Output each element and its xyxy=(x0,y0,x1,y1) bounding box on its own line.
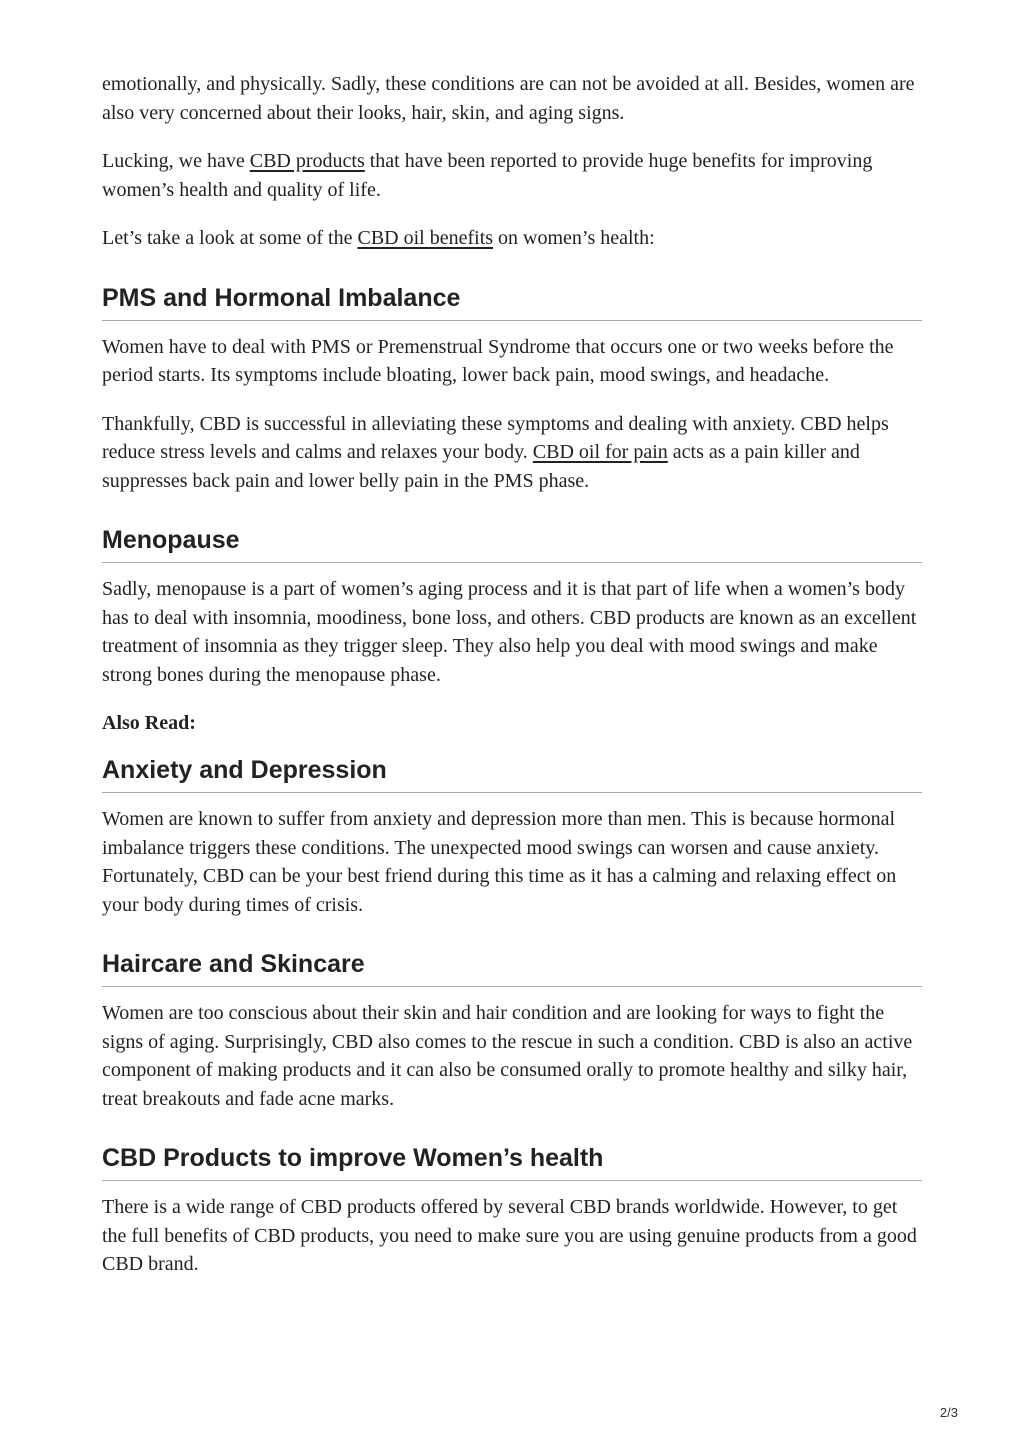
heading-menopause: Menopause xyxy=(102,525,922,563)
intro-paragraph-2-lead: Lucking, we have xyxy=(102,150,250,172)
anxiety-paragraph-2: Fortunately, CBD can be your best friend during this time as it has a calming and relaxing effect on your body during times of crisis. xyxy=(102,865,897,916)
products-paragraph-1: There is a wide range of CBD products offered by several CBD brands worldwide. However, to get the full benefits of CBD products, you need to make sure you are using genuine products from a good CBD brand. xyxy=(102,1196,917,1275)
page-number: 2/3 xyxy=(939,1405,958,1420)
intro-paragraph-2 xyxy=(102,147,922,204)
pms-paragraph-2-tail: acts as a pain killer and suppresses back pain and lower belly pain in the PMS phase. xyxy=(102,441,860,492)
menopause-paragraph-1: Sadly, menopause is a part of women’s aging process and it is that part of life when a women’s body has to deal with insomnia, moodiness, bone loss, and others. CBD products are known as an excellent treatment of insomnia as they trigger sleep. They also help you deal with mood swings and make strong bones during the menopause phase. xyxy=(102,578,917,686)
cbd-products-link[interactable]: CBD products xyxy=(249,150,365,172)
also-read-label: Also Read: xyxy=(102,712,196,734)
intro-paragraph-3-lead: Let’s take a look at some of the xyxy=(102,227,358,249)
pms-paragraph-2 xyxy=(102,410,922,496)
intro-paragraph-1: emotionally, and physically. Sadly, these conditions are can not be avoided at all. Besides, women are also very concerned about their looks, hair, skin, and aging signs. xyxy=(102,73,915,124)
heading-pms-hormonal-imbalance: PMS and Hormonal Imbalance xyxy=(102,283,922,321)
article-body xyxy=(102,70,922,1299)
haircare-paragraph-1: Women are too conscious about their skin and hair condition and are looking for ways to fight the signs of aging. Surprisingly, CBD also comes to the rescue in such a condition. CBD is also an active component of making products and it can also be consumed orally to promote healthy and silky hair, treat breakouts and fade acne marks. xyxy=(102,1002,913,1110)
intro-paragraph-3 xyxy=(102,224,922,253)
heading-haircare-skincare: Haircare and Skincare xyxy=(102,949,922,987)
cbd-oil-for-pain-link[interactable]: CBD oil for pain xyxy=(532,441,668,463)
heading-cbd-products-womens-health: CBD Products to improve Women’s health xyxy=(102,1143,922,1181)
intro-paragraph-2-tail: that have been reported to provide huge benefits for improving women’s health and quality of life. xyxy=(102,150,873,201)
cbd-oil-benefits-link[interactable]: CBD oil benefits xyxy=(357,227,494,249)
anxiety-paragraph-1: Women are known to suffer from anxiety and depression more than men. This is because hormonal imbalance triggers these conditions. The unexpected mood swings can worsen and cause anxiety. xyxy=(102,808,895,859)
pms-paragraph-1: Women have to deal with PMS or Premenstrual Syndrome that occurs one or two weeks before the period starts. Its symptoms include bloating, lower back pain, mood swings, and headache. xyxy=(102,335,894,386)
pms-paragraph-2-lead: Thankfully, CBD is successful in alleviating these symptoms and dealing with anxiety. CBD helps reduce stress levels and calms and relaxes your body. xyxy=(102,412,889,463)
intro-paragraph-3-tail: on women’s health: xyxy=(493,227,655,249)
heading-anxiety-depression: Anxiety and Depression xyxy=(102,755,922,793)
